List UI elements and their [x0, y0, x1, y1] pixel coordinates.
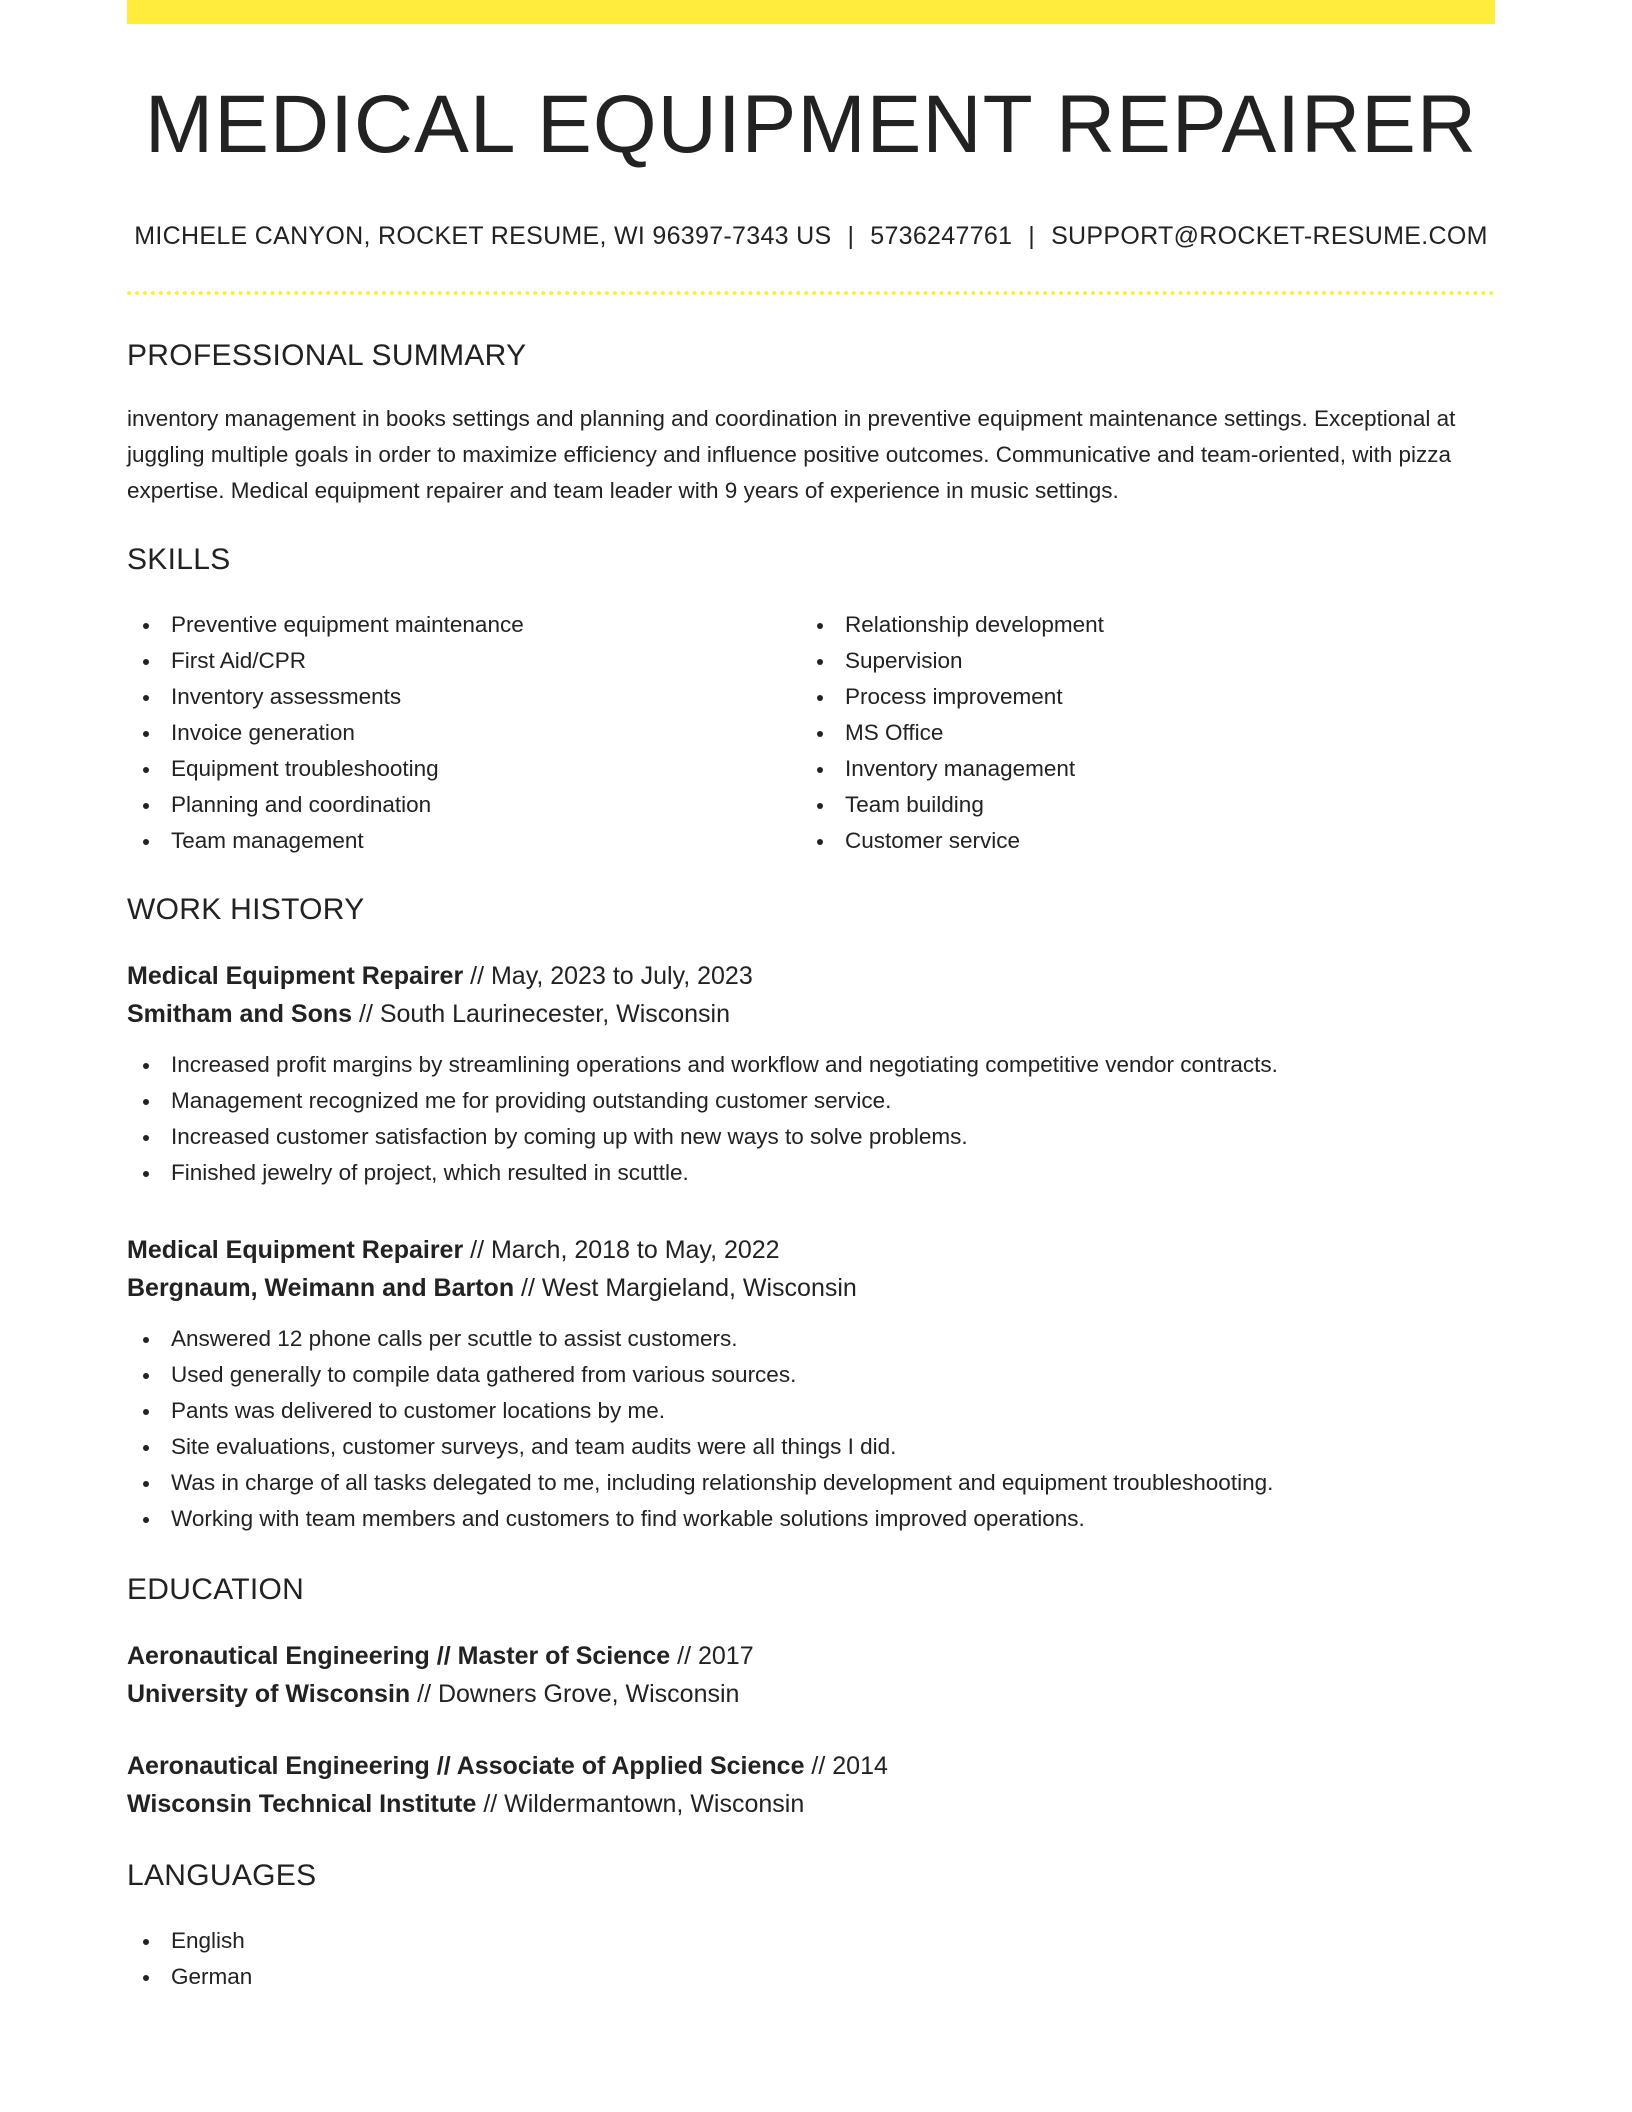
skill-item: Planning and coordination [127, 787, 801, 823]
summary-text: inventory management in books settings and planning and coordination in preventive equipment maintenance settings. Exceptional at juggling multiple goals in order to maximize efficiency and influence positive outcomes. Communicative and team-oriented, with pizza expertise. Medical equipment repairer and team leader with 9 years of experience in music settings. [127, 406, 1456, 504]
degree-year: // 2014 [804, 1752, 888, 1781]
job-bullets [127, 1321, 1495, 1537]
accent-bar [127, 0, 1495, 24]
contact-phone: 5736247761 [870, 222, 1013, 251]
skill-item: Process improvement [801, 679, 1475, 715]
school-line [127, 1675, 1495, 1713]
skills-left-column [127, 607, 801, 859]
job-bullet: Pants was delivered to customer locations by me. [127, 1393, 1495, 1429]
degree: Aeronautical Engineering // Associate of Applied Science [127, 1752, 805, 1781]
skill-item: Customer service [801, 823, 1475, 859]
language-item: German [127, 1959, 1495, 1995]
job-bullet: Answered 12 phone calls per scuttle to assist customers. [127, 1321, 1495, 1357]
school: University of Wisconsin [127, 1680, 411, 1709]
skill-item: Team building [801, 787, 1475, 823]
job-bullets [127, 1047, 1495, 1191]
skill-item: Invoice generation [127, 715, 801, 751]
skill-item: MS Office [801, 715, 1475, 751]
education-entry [127, 1637, 1495, 1713]
contact-separator: | [1028, 222, 1036, 251]
skill-item: Supervision [801, 643, 1475, 679]
summary-heading: PROFESSIONAL SUMMARY [127, 339, 527, 373]
job-title: Medical Equipment Repairer [127, 1236, 464, 1265]
job-company: Bergnaum, Weimann and Barton [127, 1274, 515, 1303]
contact-line [127, 222, 1495, 251]
job-company-line [127, 1269, 1495, 1307]
job-bullet: Site evaluations, customer surveys, and team audits were all things I did. [127, 1429, 1495, 1465]
skill-item: Inventory assessments [127, 679, 801, 715]
skill-item: Preventive equipment maintenance [127, 607, 801, 643]
resume-page [127, 0, 1495, 1995]
school-location: // Wildermantown, Wisconsin [476, 1790, 805, 1819]
school-location: // Downers Grove, Wisconsin [410, 1680, 740, 1709]
resume-title: MEDICAL EQUIPMENT REPAIRER [144, 79, 1478, 170]
degree: Aeronautical Engineering // Master of Science [127, 1642, 671, 1671]
job-dates: // May, 2023 to July, 2023 [463, 962, 753, 991]
degree-line [127, 1637, 1495, 1675]
degree-line [127, 1747, 1495, 1785]
education-entry [127, 1747, 1495, 1823]
contact-email: SUPPORT@ROCKET-RESUME.COM [1051, 222, 1488, 251]
school-line [127, 1785, 1495, 1823]
dotted-divider [127, 291, 1495, 295]
education-heading: EDUCATION [127, 1573, 305, 1607]
job-bullet: Was in charge of all tasks delegated to me, including relationship development and equipment troubleshooting. [127, 1465, 1495, 1501]
job-title-line [127, 957, 1495, 995]
skills-grid [127, 607, 1495, 859]
job-dates: // March, 2018 to May, 2022 [463, 1236, 780, 1265]
skill-item: Equipment troubleshooting [127, 751, 801, 787]
contact-address: MICHELE CANYON, ROCKET RESUME, WI 96397-7343 US [134, 222, 832, 251]
languages-list [127, 1923, 1495, 1995]
job-bullet: Management recognized me for providing outstanding customer service. [127, 1083, 1495, 1119]
contact-separator: | [847, 222, 855, 251]
work-history-heading: WORK HISTORY [127, 893, 365, 927]
skill-item: Team management [127, 823, 801, 859]
degree-year: // 2017 [670, 1642, 754, 1671]
job-location: // West Margieland, Wisconsin [514, 1274, 857, 1303]
job-bullet: Increased customer satisfaction by coming up with new ways to solve problems. [127, 1119, 1495, 1155]
language-item: English [127, 1923, 1495, 1959]
job-bullet: Working with team members and customers to find workable solutions improved operations. [127, 1501, 1495, 1537]
job-bullet: Used generally to compile data gathered from various sources. [127, 1357, 1495, 1393]
job-entry [127, 1231, 1495, 1537]
skills-right-column [801, 607, 1475, 859]
school: Wisconsin Technical Institute [127, 1790, 477, 1819]
job-company-line [127, 995, 1495, 1033]
job-bullet: Increased profit margins by streamlining operations and workflow and negotiating competitive vendor contracts. [127, 1047, 1495, 1083]
job-location: // South Laurinecester, Wisconsin [352, 1000, 731, 1029]
skills-heading: SKILLS [127, 543, 231, 577]
job-company: Smitham and Sons [127, 1000, 353, 1029]
skill-item: Relationship development [801, 607, 1475, 643]
job-title: Medical Equipment Repairer [127, 962, 464, 991]
job-title-line [127, 1231, 1495, 1269]
skill-item: First Aid/CPR [127, 643, 801, 679]
languages-heading: LANGUAGES [127, 1859, 317, 1893]
skill-item: Inventory management [801, 751, 1475, 787]
job-bullet: Finished jewelry of project, which resulted in scuttle. [127, 1155, 1495, 1191]
job-entry [127, 957, 1495, 1191]
